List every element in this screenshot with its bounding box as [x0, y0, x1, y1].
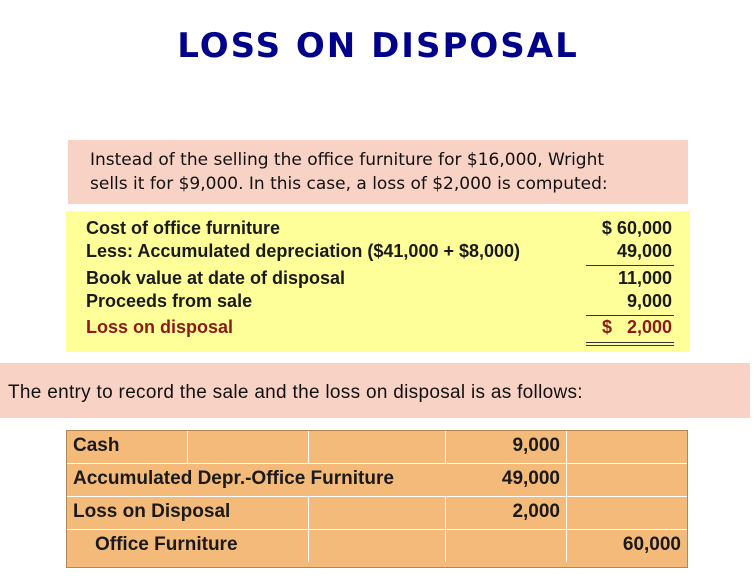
page-title: LOSS ON DISPOSAL: [177, 26, 579, 66]
calc-row-accum-dep: [66, 241, 690, 265]
table-row: [67, 431, 687, 464]
calc-label: Book value at date of disposal: [86, 268, 346, 288]
calc-row-book-value: [66, 268, 690, 292]
table-cell: [188, 431, 309, 463]
table-row: [67, 497, 687, 530]
debit-amount: 9,000: [512, 435, 560, 456]
credit-amount: 60,000: [622, 534, 681, 555]
calc-label: Loss on disposal: [86, 317, 234, 337]
entry-intro-text: The entry to record the sale and the loss on disposal is as follows:: [0, 363, 750, 418]
subtotal-underline: [586, 265, 674, 266]
table-row: [67, 464, 687, 497]
calc-row-proceeds: [66, 291, 690, 315]
account-name: Office Furniture: [95, 534, 238, 555]
calc-value: $ 2,000: [601, 317, 672, 337]
calc-value: 49,000: [616, 241, 672, 261]
journal-entry-table: [66, 430, 688, 568]
double-underline-top: [586, 342, 674, 343]
table-cell: [309, 497, 446, 529]
table-cell: [446, 530, 567, 562]
calc-value: 11,000: [617, 268, 672, 288]
table-cell: [309, 530, 446, 562]
calc-row-cost: [66, 218, 690, 242]
total-underline: [586, 315, 674, 316]
table-cell: [309, 431, 446, 463]
calc-row-loss: [66, 317, 690, 341]
table-row: [67, 530, 687, 562]
debit-amount: 49,000: [501, 468, 560, 489]
loss-calculation-box: [66, 211, 690, 352]
account-name: Loss on Disposal: [73, 501, 231, 522]
double-underline-bottom: [586, 345, 674, 346]
intro-line-2: sells it for $9,000. In this case, a loss of $2,000 is computed:: [90, 174, 608, 194]
intro-box: [68, 140, 688, 204]
intro-line-1: Instead of the selling the office furniture for $16,000, Wright: [90, 150, 605, 170]
calc-value: $ 60,000: [601, 218, 672, 238]
calc-label: Less: Accumulated depreciation ($41,000 + $8,000): [86, 241, 521, 261]
calc-label: Cost of office furniture: [86, 218, 280, 238]
calc-value: 9,000: [626, 291, 672, 311]
account-name: Cash: [73, 435, 120, 456]
calc-label: Proceeds from sale: [86, 291, 253, 311]
debit-amount: 2,000: [512, 501, 560, 522]
account-name: Accumulated Depr.-Office Furniture: [73, 468, 394, 489]
